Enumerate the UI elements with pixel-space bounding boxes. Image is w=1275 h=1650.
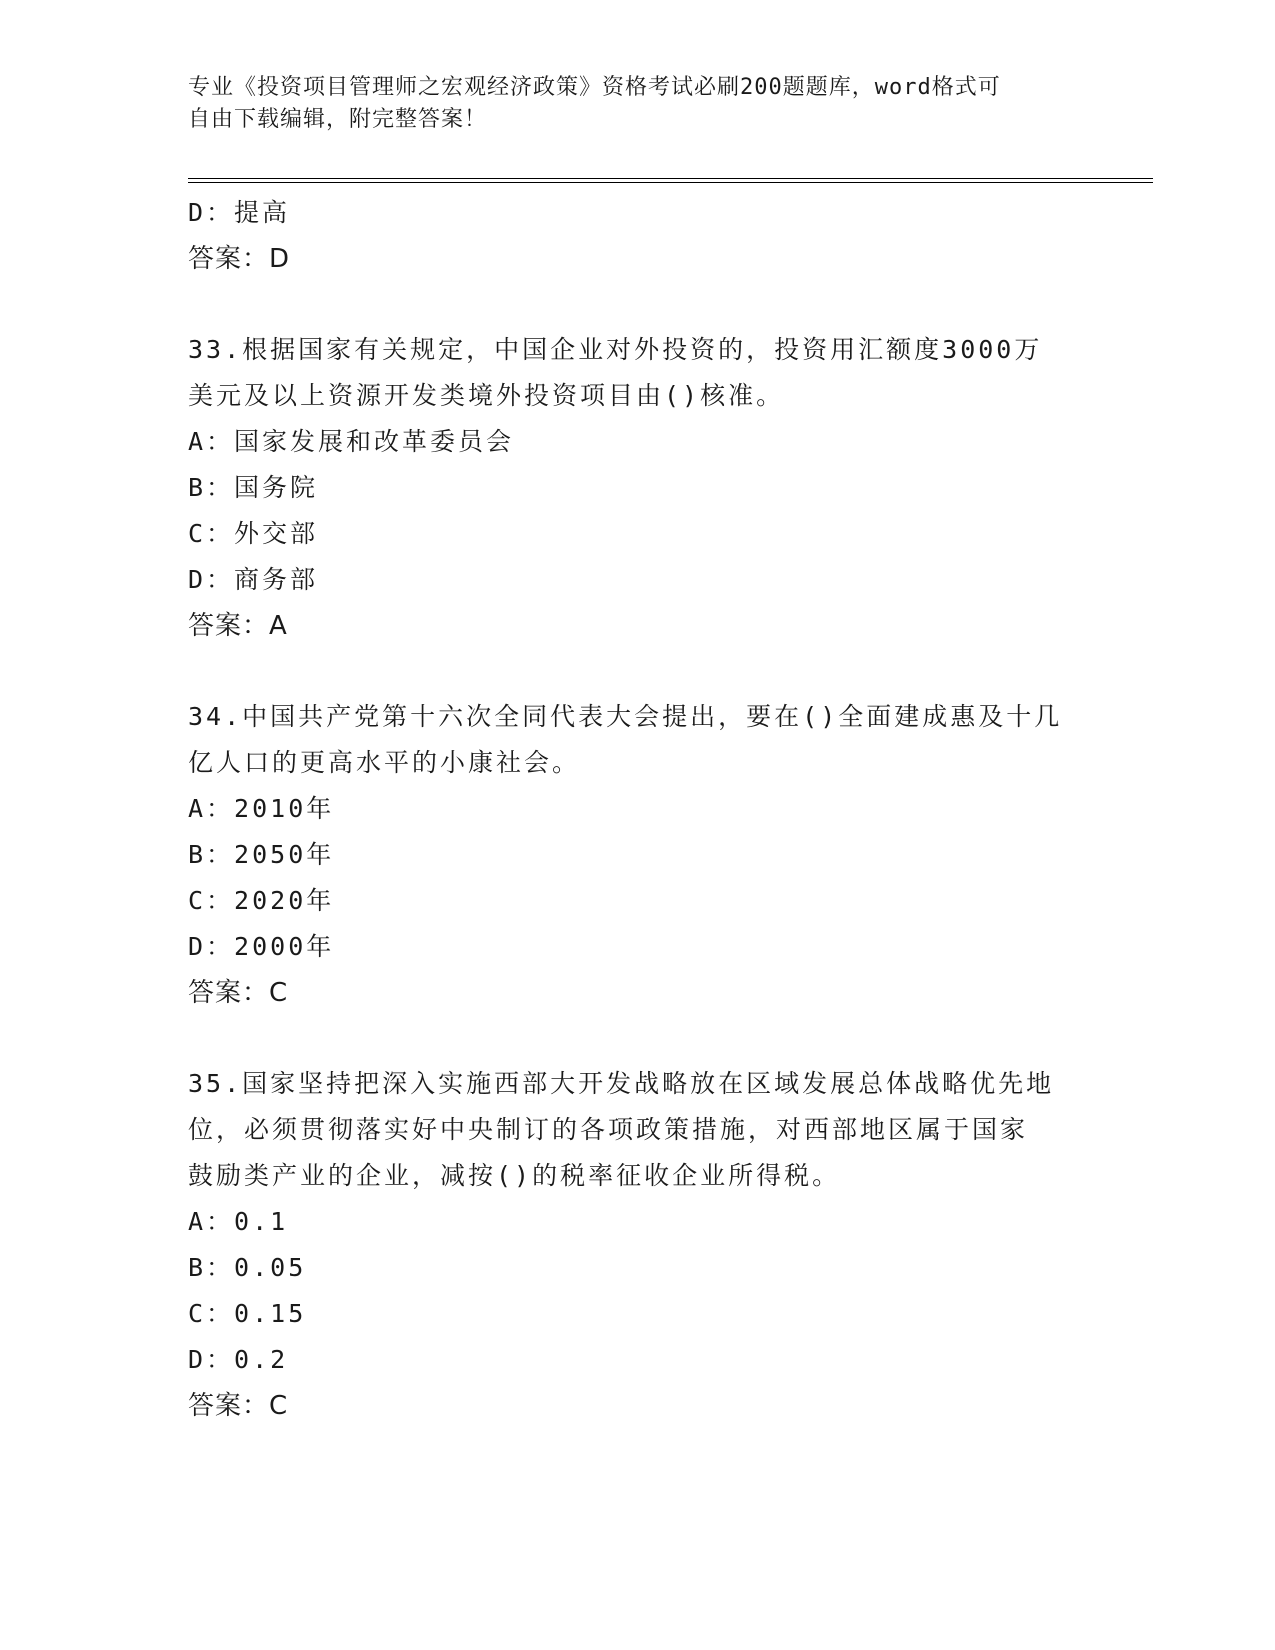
option-d: D：提高 [188, 198, 291, 227]
option-d: D：2000年 [188, 932, 335, 961]
answer-line: 答案：D [188, 244, 291, 274]
option-c: C：0.15 [188, 1299, 307, 1328]
option-a: A：2010年 [188, 794, 335, 823]
option-d: D：0.2 [188, 1345, 289, 1374]
header-line-1: 专业《投资项目管理师之宏观经济政策》资格考试必刷200题题库，word格式可 [188, 75, 1001, 100]
document-body [188, 190, 1088, 1429]
option-c: C：2020年 [188, 886, 335, 915]
question-text-line-3: 鼓励类产业的企业，减按()的税率征收企业所得税。 [188, 1161, 841, 1190]
header-divider-bottom [188, 182, 1153, 183]
option-a: A：国家发展和改革委员会 [188, 427, 515, 456]
question-text-line-1: 34.中国共产党第十六次全同代表大会提出，要在()全面建成惠及十几 [188, 702, 1063, 731]
document-header [188, 72, 1068, 136]
question-text-line-1: 35.国家坚持把深入实施西部大开发战略放在区域发展总体战略优先地 [188, 1069, 1055, 1098]
question-text-line-2: 亿人口的更高水平的小康社会。 [188, 748, 581, 777]
option-b: B：2050年 [188, 840, 335, 869]
question-34 [188, 694, 1088, 1016]
option-b: B：0.05 [188, 1253, 307, 1282]
previous-question-tail [188, 190, 1088, 282]
option-c: C：外交部 [188, 519, 319, 548]
question-35 [188, 1061, 1088, 1429]
question-text-line-2: 美元及以上资源开发类境外投资项目由()核准。 [188, 381, 785, 410]
question-33 [188, 327, 1088, 649]
answer-line: 答案：C [188, 978, 289, 1008]
question-text-line-2: 位，必须贯彻落实好中央制订的各项政策措施，对西部地区属于国家 [188, 1115, 1029, 1144]
option-b: B：国务院 [188, 473, 319, 502]
question-text-line-1: 33.根据国家有关规定，中国企业对外投资的，投资用汇额度3000万 [188, 335, 1043, 364]
option-a: A：0.1 [188, 1207, 289, 1236]
answer-line: 答案：A [188, 611, 288, 641]
option-d: D：商务部 [188, 565, 319, 594]
answer-line: 答案：C [188, 1391, 289, 1421]
header-line-2: 自由下载编辑，附完整答案！ [188, 107, 488, 132]
header-divider-top [188, 178, 1153, 179]
